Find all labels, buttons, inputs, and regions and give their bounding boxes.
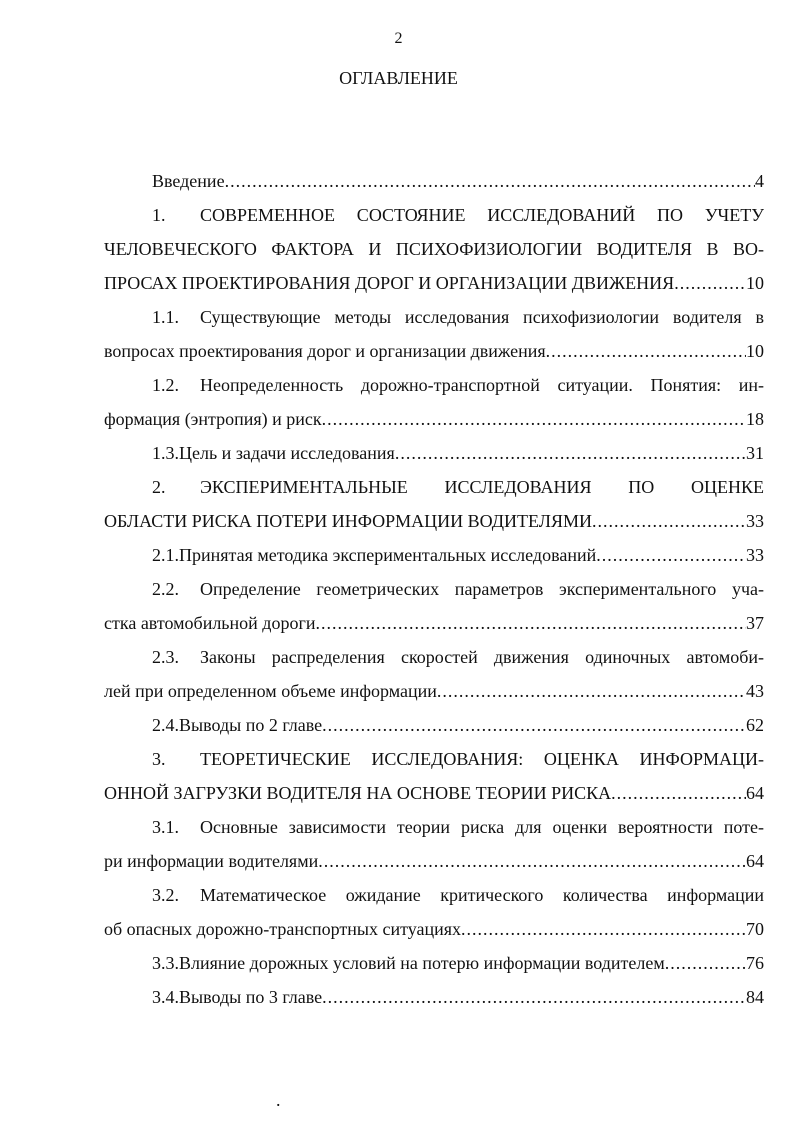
toc-page: 62	[746, 715, 764, 735]
toc-number: 3.4.	[152, 987, 179, 1007]
leader-dots	[395, 436, 746, 470]
table-of-contents	[104, 164, 764, 1014]
leader-dots	[322, 708, 746, 742]
toc-number: 2.1.	[152, 545, 179, 565]
toc-page: 10	[746, 273, 764, 293]
toc-number: 1.2.	[152, 375, 179, 395]
toc-page: 37	[746, 613, 764, 633]
toc-line: Существующие методы исследования психофизиологии водителя в	[200, 307, 764, 327]
toc-entry-1-1	[104, 300, 764, 368]
leader-dots	[592, 504, 746, 538]
toc-line: Законы распределения скоростей движения одиночных автомоби-	[200, 647, 764, 667]
toc-entry-text: Принятая методика экспериментальных исследований	[179, 545, 597, 565]
toc-line: Определение геометрических параметров экспериментального уча-	[200, 579, 764, 599]
leader-dots	[315, 606, 746, 640]
toc-line: Неопределенность дорожно-транспортной ситуации. Понятия: ин-	[200, 375, 764, 395]
toc-line: ЭКСПЕРИМЕНТАЛЬНЫЕ ИССЛЕДОВАНИЯ ПО ОЦЕНКЕ	[200, 477, 764, 497]
leader-dots	[611, 776, 746, 810]
toc-line: вопросах проектирования дорог и организации движения	[104, 341, 546, 361]
toc-page: 43	[746, 681, 764, 701]
toc-entry-chapter-3	[104, 742, 764, 810]
toc-entry-2-2	[104, 572, 764, 640]
toc-title: ОГЛАВЛЕНИЕ	[339, 68, 458, 88]
leader-dots	[546, 334, 746, 368]
toc-line: Математическое ожидание критического количества информации	[200, 885, 764, 905]
toc-line: ЧЕЛОВЕЧЕСКОГО ФАКТОРА И ПСИХОФИЗИОЛОГИИ ВОДИТЕЛЯ В ВО-	[104, 239, 764, 259]
toc-line: Основные зависимости теории риска для оценки вероятности поте-	[200, 817, 764, 837]
toc-number: 1.1.	[152, 307, 179, 327]
toc-entry-2-3	[104, 640, 764, 708]
toc-entry-2-4	[104, 708, 764, 742]
toc-line: лей при определенном объеме информации	[104, 681, 437, 701]
toc-page: 33	[746, 511, 764, 531]
scan-mark: .	[276, 1090, 281, 1110]
toc-page: 31	[746, 443, 764, 463]
leader-dots	[437, 674, 746, 708]
toc-page: 84	[746, 987, 764, 1007]
toc-page: 10	[746, 341, 764, 361]
toc-line: формация (энтропия) и риск	[104, 409, 322, 429]
toc-page: 64	[746, 783, 764, 803]
toc-page: 64	[746, 851, 764, 871]
leader-dots	[225, 164, 755, 198]
toc-number: 1.	[152, 205, 166, 225]
toc-page: 70	[746, 919, 764, 939]
leader-dots	[318, 844, 746, 878]
toc-number: 2.2.	[152, 579, 179, 599]
toc-line: ОБЛАСТИ РИСКА ПОТЕРИ ИНФОРМАЦИИ ВОДИТЕЛЯМИ	[104, 511, 593, 531]
toc-number: 3.2.	[152, 885, 179, 905]
toc-entry-chapter-2	[104, 470, 764, 538]
toc-entry-3-4	[104, 980, 764, 1014]
toc-entry-text: Цель и задачи исследования	[179, 443, 395, 463]
page-number: 2	[394, 30, 403, 47]
toc-entry-3-2	[104, 878, 764, 946]
leader-dots	[665, 946, 746, 980]
toc-line: ри информации водителями	[104, 851, 319, 871]
toc-number: 3.	[152, 749, 166, 769]
toc-entry-text: Введение	[152, 171, 225, 191]
toc-number: 1.3.	[152, 443, 179, 463]
toc-entry-2-1	[104, 538, 764, 572]
toc-page: 4	[755, 171, 764, 191]
toc-number: 2.3.	[152, 647, 179, 667]
leader-dots	[322, 980, 746, 1014]
toc-number: 3.3.	[152, 953, 179, 973]
leader-dots	[461, 912, 746, 946]
toc-entry-text: Выводы по 3 главе	[179, 987, 323, 1007]
toc-page: 18	[746, 409, 764, 429]
toc-line: об опасных дорожно-транспортных ситуациях	[104, 919, 462, 939]
toc-entry-chapter-1	[104, 198, 764, 300]
toc-line: ПРОСАХ ПРОЕКТИРОВАНИЯ ДОРОГ И ОРГАНИЗАЦИИ ДВИЖЕНИЯ	[104, 273, 675, 293]
toc-line: ТЕОРЕТИЧЕСКИЕ ИССЛЕДОВАНИЯ: ОЦЕНКА ИНФОРМАЦИ-	[200, 749, 764, 769]
toc-entry-1-3	[104, 436, 764, 470]
toc-entry-1-2	[104, 368, 764, 436]
toc-entry-text: Влияние дорожных условий на потерю информации водителем	[179, 953, 665, 973]
toc-number: 2.	[152, 477, 166, 497]
toc-entry-intro	[104, 164, 764, 198]
toc-line: стка автомобильной дороги	[104, 613, 316, 633]
toc-number: 2.4.	[152, 715, 179, 735]
leader-dots	[596, 538, 746, 572]
toc-entry-3-1	[104, 810, 764, 878]
toc-page: 76	[746, 953, 764, 973]
toc-line: ОННОЙ ЗАГРУЗКИ ВОДИТЕЛЯ НА ОСНОВЕ ТЕОРИИ РИСКА	[104, 783, 612, 803]
toc-entry-3-3	[104, 946, 764, 980]
toc-page: 33	[746, 545, 764, 565]
toc-number: 3.1.	[152, 817, 179, 837]
toc-entry-text: Выводы по 2 главе	[179, 715, 323, 735]
toc-line: СОВРЕМЕННОЕ СОСТОЯНИЕ ИССЛЕДОВАНИЙ ПО УЧЕТУ	[200, 205, 764, 225]
leader-dots	[674, 266, 746, 300]
leader-dots	[322, 402, 746, 436]
